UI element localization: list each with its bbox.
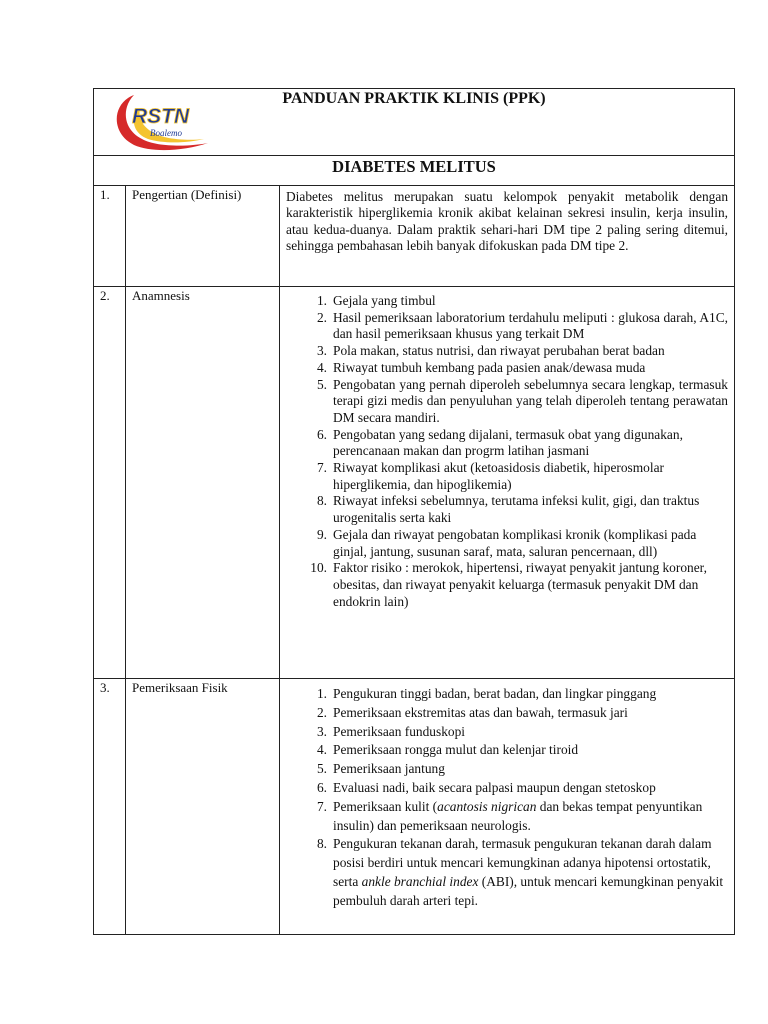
- row-number: 2.: [94, 287, 126, 679]
- list-item-text: Pengukuran tinggi badan, berat badan, dan lingkar pinggang: [333, 686, 657, 701]
- list-item-number: 10.: [310, 560, 327, 576]
- ppk-document: [93, 88, 734, 935]
- list-item-number: 8.: [316, 836, 327, 852]
- list-item-text: Gejala yang timbul: [333, 293, 436, 308]
- list-item: [280, 835, 728, 910]
- table-row: [94, 287, 735, 679]
- list-item-number: 7.: [316, 798, 327, 814]
- anamnesis-list: [280, 287, 734, 610]
- list-item-text: Pola makan, status nutrisi, dan riwayat perubahan berat badan: [333, 343, 665, 359]
- list-item-number: 8.: [316, 493, 327, 509]
- list-item-text: Riwayat komplikasi akut (ketoasidosis diabetik, hiperosmolar hiperglikemia, dan hipoglikemia): [333, 460, 664, 492]
- document-subtitle: DIABETES MELITUS: [94, 156, 735, 186]
- table-row: [94, 186, 735, 287]
- list-item: [280, 293, 728, 310]
- anamnesis-cell: [280, 287, 735, 679]
- list-item-number: 5.: [316, 376, 327, 392]
- list-item-text: Gejala dan riwayat pengobatan komplikasi kronik (komplikasi pada ginjal, jantung, susunan saraf, mata, saluran pencernaan, dll): [333, 526, 697, 559]
- row-label: Pemeriksaan Fisik: [126, 679, 280, 935]
- list-item: [280, 798, 728, 836]
- list-item-number: 3.: [316, 343, 327, 359]
- list-item-text: Pemeriksaan funduskopi: [333, 723, 466, 739]
- list-item: [280, 460, 728, 493]
- list-item: [280, 427, 728, 460]
- list-item: [280, 377, 728, 427]
- ppk-table: [93, 88, 735, 935]
- list-item: [280, 723, 728, 742]
- subtitle-row: [94, 156, 735, 186]
- list-item-number: 2.: [316, 309, 327, 325]
- header-cell: [94, 89, 735, 156]
- logo-subtext: Boalemo: [150, 128, 182, 138]
- list-item-number: 6.: [316, 779, 327, 795]
- list-item-number: 5.: [316, 761, 327, 777]
- row-label: Anamnesis: [126, 287, 280, 679]
- physical-exam-cell: [280, 679, 735, 935]
- list-item: [280, 760, 728, 779]
- row-label: Pengertian (Definisi): [126, 186, 280, 287]
- definition-text: Diabetes melitus merupakan suatu kelompok penyakit metabolik dengan karakteristik hiperglikemia kronik akibat kelainan sekresi insulin, kerja insulin, atau kedua-duanya. Dalam praktik sehari-hari DM tipe 2 paling sering ditemui, sehingga pembahasan lebih banyak difokuskan pada DM tipe 2.: [280, 186, 735, 287]
- list-item: [280, 493, 728, 526]
- list-item-text: Pengobatan yang sedang dijalani, termasuk obat yang digunakan, perencanaan makan dan progrm latihan jasmani: [333, 426, 683, 459]
- list-item-text: Pengobatan yang pernah diperoleh sebelumnya secara lengkap, termasuk terapi gizi medis dan penyuluhan yang telah diperoleh tentang perawatan DM secara mandiri.: [333, 376, 729, 425]
- list-item-italic-term: acantosis nigrican: [437, 798, 537, 814]
- list-item-text: Hasil pemeriksaan laboratorium terdahulu meliputi : glukosa darah, A1C, dan hasil pemeriksaan khusus yang terkait DM: [333, 309, 729, 342]
- list-item-text: Pengukuran tekanan darah, termasuk pengukuran tekanan darah dalam posisi berdiri untuk mencari kemungkinan adanya hipotensi ortostatik, serta: [333, 836, 712, 889]
- list-item: [280, 560, 728, 610]
- physical-exam-list: [280, 679, 734, 911]
- row-number: 1.: [94, 186, 126, 287]
- list-item-text: (ABI), untuk mencari kemungkinan penyakit pembuluh darah arteri tepi.: [333, 873, 724, 908]
- list-item: [280, 704, 728, 723]
- logo-text: RSTN: [132, 105, 190, 128]
- list-item: [280, 527, 728, 560]
- list-item: [280, 310, 728, 343]
- list-item-text: Riwayat infeksi sebelumnya, terutama infeksi kulit, gigi, dan traktus urogenitalis serta kaki: [333, 493, 700, 526]
- table-row: [94, 679, 735, 935]
- list-item-text: Evaluasi nadi, baik secara palpasi maupun dengan stetoskop: [333, 779, 656, 795]
- header-row: [94, 89, 735, 156]
- list-item-text: dan bekas tempat penyuntikan insulin) dan pemeriksaan neurologis.: [333, 798, 703, 833]
- document-title: PANDUAN PRAKTIK KLINIS (PPK): [282, 90, 546, 107]
- list-item: [280, 685, 728, 704]
- list-item-text: Pemeriksaan kulit (: [333, 798, 438, 814]
- list-item-italic-term: ankle branchial index: [361, 873, 479, 889]
- list-item-number: 7.: [316, 460, 327, 476]
- row-number: 3.: [94, 679, 126, 935]
- list-item-number: 6.: [316, 426, 327, 442]
- list-item-text: Riwayat tumbuh kembang pada pasien anak/dewasa muda: [333, 359, 646, 375]
- list-item-number: 3.: [316, 723, 327, 739]
- list-item-number: 9.: [316, 526, 327, 542]
- list-item: [280, 779, 728, 798]
- list-item-text: Pemeriksaan ekstremitas atas dan bawah, termasuk jari: [333, 704, 628, 720]
- list-item-number: 4.: [316, 359, 327, 375]
- list-item-text: Pemeriksaan jantung: [333, 761, 445, 777]
- list-item-number: 4.: [316, 742, 327, 758]
- list-item-text: Faktor risiko : merokok, hipertensi, riwayat penyakit jantung koroner, obesitas, dan riwayat penyakit keluarga (termasuk penyakit DM dan endokrin lain): [333, 560, 707, 609]
- list-item: [280, 343, 728, 360]
- list-item: [280, 360, 728, 377]
- list-item-number: 1.: [316, 686, 327, 701]
- list-item-number: 1.: [316, 293, 327, 308]
- list-item-number: 2.: [316, 704, 327, 720]
- list-item-text: Pemeriksaan rongga mulut dan kelenjar tiroid: [333, 742, 579, 758]
- list-item: [280, 741, 728, 760]
